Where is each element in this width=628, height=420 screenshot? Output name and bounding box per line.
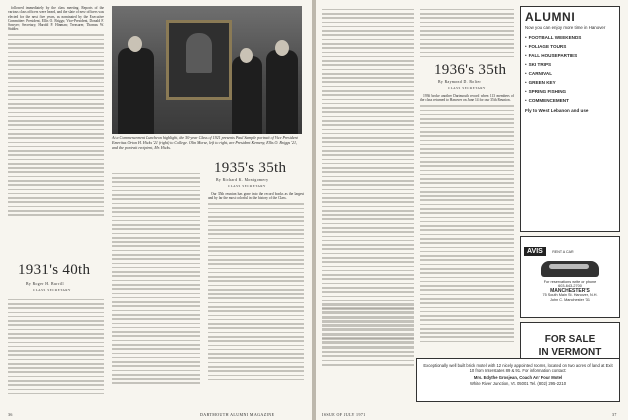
alumni-ad-item: • FOOTBALL WEEKENDS [525, 33, 615, 42]
column-1935-body [208, 192, 304, 380]
page-number-right: 37 [612, 412, 617, 417]
car-icon [541, 261, 599, 277]
folio-right: ISSUE OF JULY 1971 [322, 412, 366, 417]
right-page [316, 0, 628, 420]
para-1935: Our 35th reunion has gone into the record books as the largest and by far the most colorful in the history of the Class. [208, 192, 304, 201]
left-page [0, 0, 312, 420]
heading-1935-35th: 1935's 35th [214, 160, 287, 176]
alumni-ad-title: ALUMNI [525, 10, 576, 24]
alumni-ad-item: • COMMENCEMENT [525, 96, 615, 105]
alumni-ad-list [525, 33, 615, 105]
byline-1936-sub: CLASS SECRETARY [448, 86, 486, 90]
alumni-ad-item: • FALL HOUSEPARTIES [525, 51, 615, 60]
byline-1936: By Raymond D. Bolter [438, 80, 482, 84]
byline-1931: By Roger H. Burrill [26, 282, 64, 286]
portrait-painting [166, 20, 232, 100]
avis-subtitle: RENT A CAR [552, 250, 574, 254]
byline-1935: By Richard K. Montgomery [216, 178, 269, 182]
avis-phone: 603-643-2700 [558, 284, 582, 289]
in-vermont-line: IN VERMONT [538, 347, 602, 358]
motel-ad-contact: Mrs. Edythe Grosjean, Coach An' Four Motel [473, 375, 563, 381]
alumni-ad-item: • SPRING FISHING [525, 87, 615, 96]
avis-logo: AVIS [524, 247, 546, 256]
avis-contact: John C. Manchester '31 [550, 297, 590, 302]
portrait-presentation-photo [112, 6, 302, 134]
photo-caption: At a Commencement Luncheon highlight, the 50-year Class of 1921 presents Paul Sample portrait of Vice President Emeritus Orton H. Hicks '21 (right) to College. Olin Morse, left to right, are President Kemeny, Ellis O. Briggs '21, and the portrait recipient, Mr. Hicks. [112, 135, 298, 150]
column-1931-body [8, 296, 104, 394]
byline-1931-sub: CLASS SECRETARY [33, 288, 71, 292]
page-number-left: 36 [8, 412, 13, 417]
for-sale-line: FOR SALE [544, 334, 596, 345]
alumni-ad-item: • GREEN KEY [525, 78, 615, 87]
alumni-ad-item: • FOLIAGE TOURS [525, 42, 615, 51]
avis-ad [520, 236, 620, 318]
para-1936: 1936 broke another Dartmouth record when 113 members of the class returned to Hanover on June 14 for our 35th Reunion. [420, 94, 514, 103]
motel-ad-address: White River Junction, Vt. 05001 Tel. (802) 295-2210 [469, 380, 567, 386]
middle-column [112, 170, 200, 384]
alumni-ad-subtitle: Now you can enjoy more time in Hanover [525, 25, 606, 30]
heading-1931-40th: 1931's 40th [18, 262, 91, 278]
motel-ad-description: Exceptionally well built brick motel with 12 nicely appointed rooms, located on two acres of land at Exit 10 from Interstates 89 & 91. For information contact: [423, 363, 613, 374]
byline-1935-sub: CLASS SECRETARY [228, 184, 266, 188]
intro-column [8, 6, 104, 216]
avis-company: MANCHESTER'S [550, 287, 590, 294]
folio-left: DARTMOUTH ALUMNI MAGAZINE [200, 412, 275, 417]
alumni-ad [520, 6, 620, 232]
alumni-ad-item: • SKI TRIPS [525, 60, 615, 69]
intro-paragraph: followed immediately by the class meeting. Reports of the various class officers were heard, and the slate of new officers was elected for the next five years, as nominated by the Executive Committee: President, Ellis O. Briggs; Vice-President, Donald F. Sawyer; Secretary, Harold P. Hinman; Treasurer, Thomas W. Stabler. [8, 6, 104, 32]
right-column-2-top [420, 6, 514, 57]
heading-1936-35th: 1936's 35th [434, 62, 507, 78]
column-1936-body [420, 94, 514, 342]
avis-address: 75 South Main St. Hanover, N.H. [542, 293, 598, 298]
avis-reservation-line: For reservations write or phone [543, 280, 597, 284]
motel-ad [416, 358, 620, 402]
right-column-1-bottom [322, 300, 414, 347]
alumni-ad-item: • CARNIVAL [525, 69, 615, 78]
alumni-ad-fly: Fly to West Lebanon and use [525, 108, 589, 114]
